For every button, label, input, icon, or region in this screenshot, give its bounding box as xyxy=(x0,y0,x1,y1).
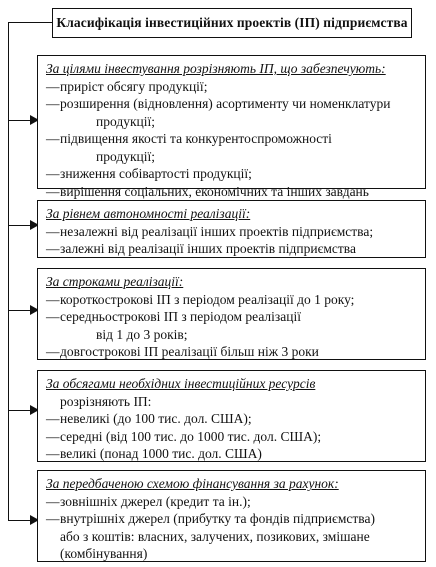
list-item: — невеликі (до 100 тис. дол. США); xyxy=(46,411,252,426)
group-heading: За строками реалізації: xyxy=(46,274,184,289)
list-item: — вирішення соціальних, економічних та інших завдань xyxy=(46,183,369,199)
diagram-title: Класифікація інвестиційних проектів (ІП) підприємства xyxy=(52,8,412,38)
list-item: — середньострокові ІП з періодом реалізації xyxy=(46,309,301,324)
group-heading: За передбаченою схемою фінансування за рахунок: xyxy=(46,476,339,491)
group-box-goals xyxy=(37,55,426,199)
list-item: — зниження собівартості продукції; xyxy=(46,166,252,181)
list-item: — розширення (відновлення) асортименту чи номенклатури xyxy=(46,96,391,111)
list-item: — підвищення якості та конкурентоспроможності xyxy=(46,131,332,146)
list-item-continuation: від 1 до 3 років; xyxy=(96,326,188,342)
group-heading: За рівнем автономності реалізації: xyxy=(46,206,251,221)
list-item: — великі (понад 1000 тис. дол. США) xyxy=(46,446,262,461)
list-item: — залежні від реалізації інших проектів підприємства xyxy=(46,241,356,256)
list-item-continuation: продукції; xyxy=(96,148,155,164)
group-box-volumes xyxy=(37,370,426,462)
list-item: — зовнішніх джерел (кредит та ін.); xyxy=(46,493,251,509)
list-item: — приріст обсягу продукції; xyxy=(46,78,208,94)
main-connector-line xyxy=(8,22,9,520)
list-item: — довгострокові ІП реалізації більш ніж 3 роки xyxy=(46,344,319,359)
group-box-financing xyxy=(37,470,426,562)
list-item: — внутрішніх джерел (прибутку та фондів підприємства) xyxy=(46,511,375,526)
list-item: — незалежні від реалізації інших проектів підприємства; xyxy=(46,223,374,239)
list-item-continuation: продукції; xyxy=(96,113,155,129)
list-item-continuation: (комбінування) xyxy=(60,546,148,561)
title-connector-line xyxy=(8,22,52,23)
group-box-autonomy xyxy=(37,200,426,258)
list-item-continuation: або з коштів: власних, залучених, позикових, змішане xyxy=(60,528,370,544)
group-subheading: розрізняють ІП: xyxy=(60,393,152,409)
list-item: — короткострокові ІП з періодом реалізації до 1 року; xyxy=(46,291,355,307)
list-item: — середні (від 100 тис. до 1000 тис. дол. США); xyxy=(46,428,322,444)
group-heading: За обсягами необхідних інвестиційних ресурсів xyxy=(46,376,316,391)
group-box-terms xyxy=(37,268,426,360)
group-heading: За цілями інвестування розрізняють ІП, що забезпечують: xyxy=(46,61,386,76)
